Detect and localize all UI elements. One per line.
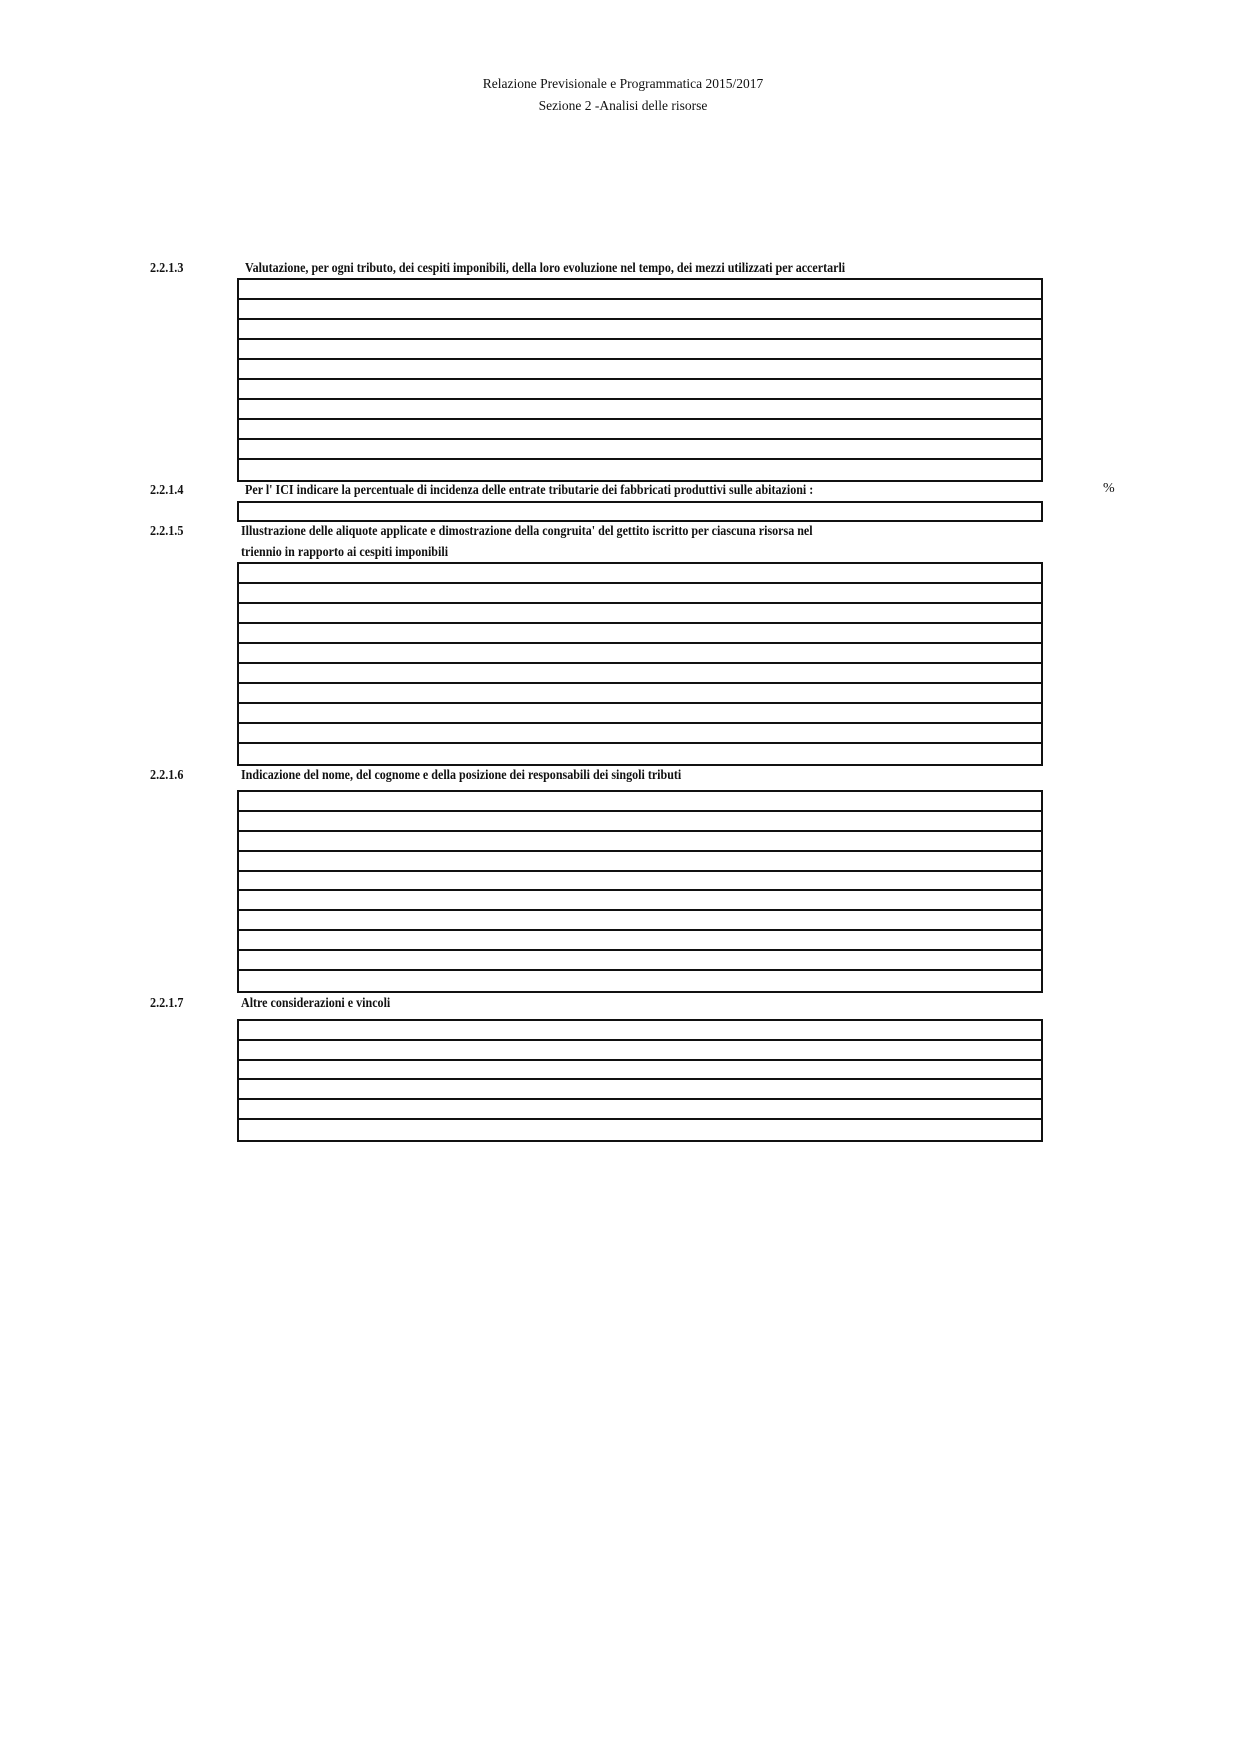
text-area-2-2-1-6[interactable] <box>237 790 1043 993</box>
form-row[interactable] <box>239 931 1041 951</box>
text-area-2-2-1-3[interactable] <box>237 278 1043 482</box>
form-row[interactable] <box>239 300 1041 320</box>
section-number: 2.2.1.7 <box>150 995 184 1010</box>
text-area-2-2-1-5[interactable] <box>237 562 1043 766</box>
form-row[interactable] <box>239 1080 1041 1100</box>
form-row[interactable] <box>239 1041 1041 1061</box>
form-row[interactable] <box>239 812 1041 832</box>
section-text: Altre considerazioni e vincoli <box>241 996 391 1011</box>
form-row[interactable] <box>239 744 1041 764</box>
form-row[interactable] <box>239 340 1041 360</box>
section-text: Indicazione del nome, del cognome e della posizione dei responsabili dei singoli tributi <box>241 768 682 783</box>
form-row[interactable] <box>239 440 1041 460</box>
form-row[interactable] <box>239 503 1041 520</box>
document-subtitle: Sezione 2 -Analisi delle risorse <box>538 98 708 113</box>
section-number: 2.2.1.3 <box>150 260 184 275</box>
form-row[interactable] <box>239 420 1041 440</box>
form-row[interactable] <box>239 704 1041 724</box>
document-title: Relazione Previsionale e Programmatica 2015/2017 <box>482 76 764 91</box>
section-number: 2.2.1.6 <box>150 767 184 782</box>
form-row[interactable] <box>239 380 1041 400</box>
percent-unit: % <box>1103 481 1115 496</box>
section-text: Valutazione, per ogni tributo, dei cespiti imponibili, della loro evoluzione nel tempo, dei mezzi utilizzati per accertarli <box>245 261 846 276</box>
form-row[interactable] <box>239 872 1041 892</box>
form-row[interactable] <box>239 1061 1041 1081</box>
form-row[interactable] <box>239 911 1041 931</box>
form-row[interactable] <box>239 400 1041 420</box>
section-text: Per l' ICI indicare la percentuale di incidenza delle entrate tributarie dei fabbricati produttivi sulle abitazioni : <box>245 483 814 498</box>
form-row[interactable] <box>239 891 1041 911</box>
form-row[interactable] <box>239 832 1041 852</box>
form-row[interactable] <box>239 971 1041 991</box>
form-row[interactable] <box>239 951 1041 971</box>
form-row[interactable] <box>239 564 1041 584</box>
form-row[interactable] <box>239 1100 1041 1120</box>
section-number: 2.2.1.5 <box>150 523 184 538</box>
form-row[interactable] <box>239 684 1041 704</box>
section-number: 2.2.1.4 <box>150 482 184 497</box>
text-area-2-2-1-7[interactable] <box>237 1019 1043 1142</box>
section-text: Illustrazione delle aliquote applicate e dimostrazione della congruita' del gettito iscritto per ciascuna risorsa nel <box>241 524 813 539</box>
form-row[interactable] <box>239 320 1041 340</box>
form-row[interactable] <box>239 624 1041 644</box>
percentage-input[interactable] <box>237 501 1043 522</box>
form-row[interactable] <box>239 1120 1041 1140</box>
form-row[interactable] <box>239 792 1041 812</box>
form-row[interactable] <box>239 644 1041 664</box>
form-row[interactable] <box>239 724 1041 744</box>
form-row[interactable] <box>239 280 1041 300</box>
form-row[interactable] <box>239 604 1041 624</box>
form-row[interactable] <box>239 1021 1041 1041</box>
form-row[interactable] <box>239 664 1041 684</box>
form-row[interactable] <box>239 584 1041 604</box>
form-row[interactable] <box>239 460 1041 480</box>
form-row[interactable] <box>239 852 1041 872</box>
form-row[interactable] <box>239 360 1041 380</box>
section-text-line2: triennio in rapporto ai cespiti imponibili <box>241 545 449 560</box>
